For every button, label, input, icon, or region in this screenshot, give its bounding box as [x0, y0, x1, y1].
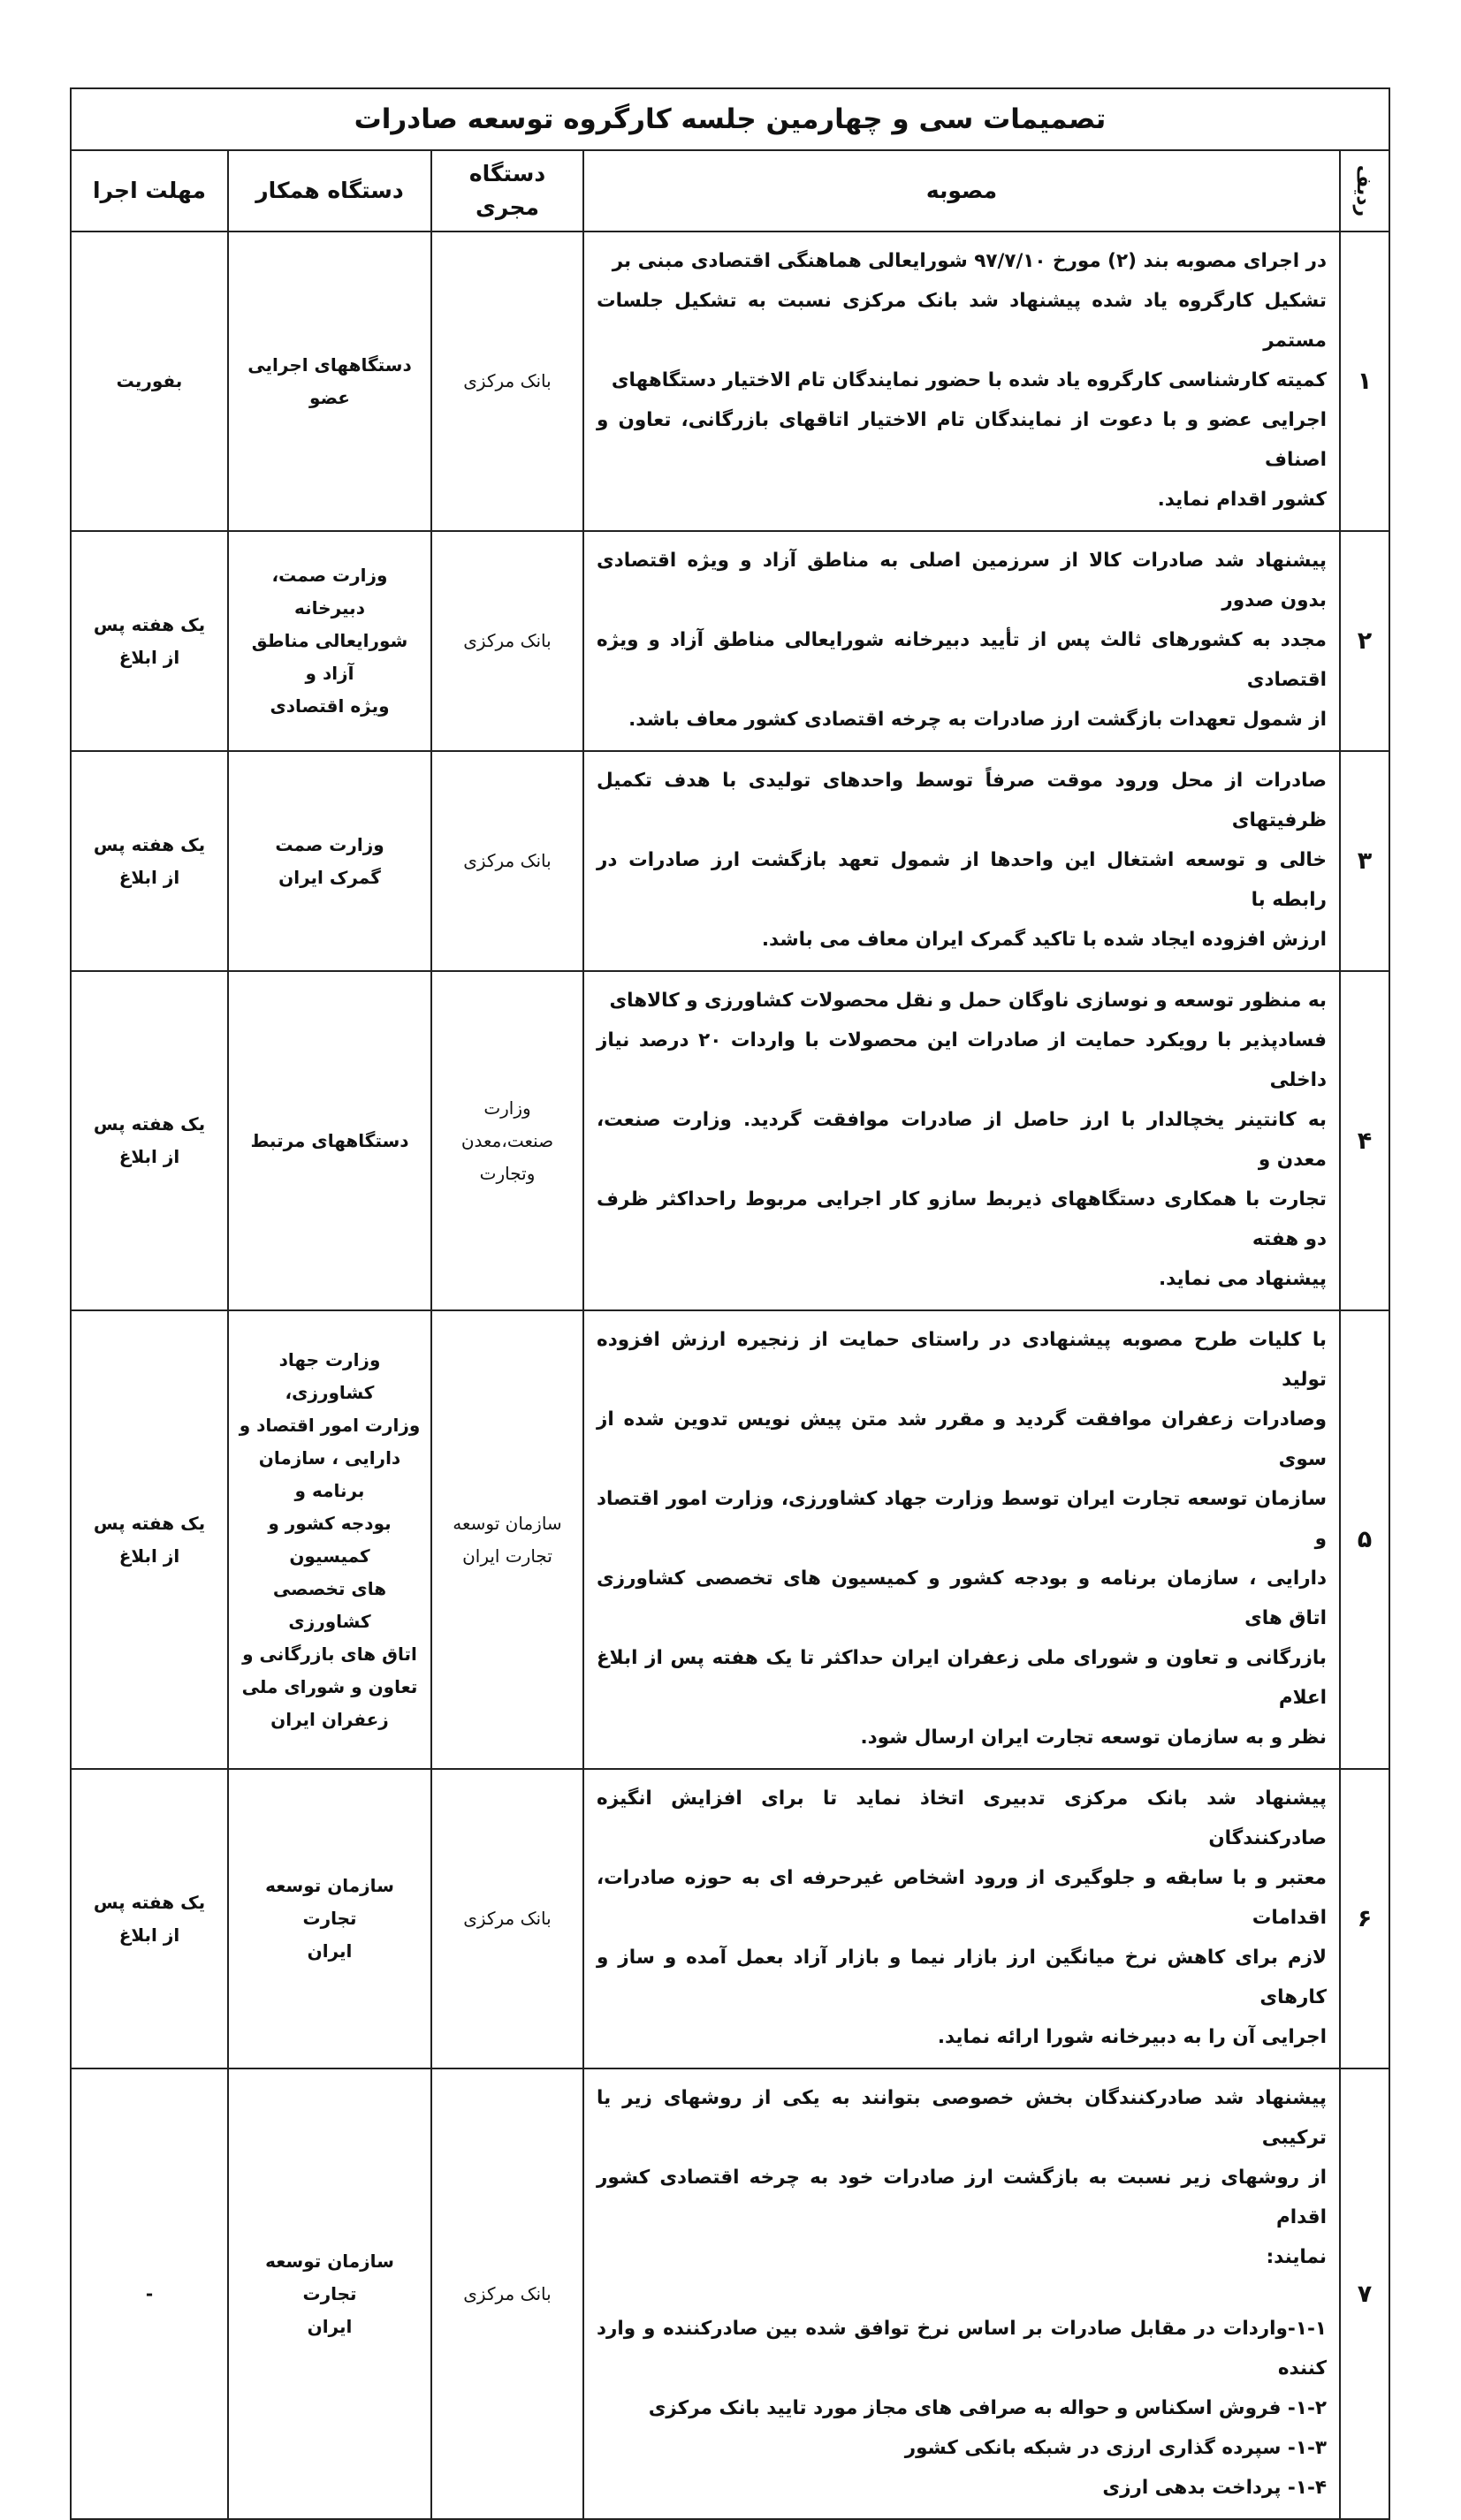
executor-line: بانک مرکزی: [463, 850, 552, 871]
table-row: [71, 531, 1389, 751]
deadline-line: یک هفته پس: [93, 833, 206, 855]
deadline-line: بفوریت: [116, 370, 183, 391]
row-number: ۱: [1340, 232, 1389, 531]
header-row-number: [1340, 150, 1389, 232]
partner-cell: [228, 232, 431, 531]
deadline-line: از ابلاغ: [118, 866, 180, 888]
executor-cell: [431, 232, 583, 531]
row-number: ۷: [1340, 2068, 1389, 2519]
deadline-line: یک هفته پس: [93, 1512, 206, 1534]
executor-cell: [431, 971, 583, 1310]
resolution-intro-line: پیشنهاد شد صادرکنندگان بخش خصوصی بتوانند به یکی از روشهای زیر یا ترکیبی: [597, 2087, 1327, 2149]
executor-cell: [431, 1310, 583, 1769]
resolution-line: از شمول تعهدات بازگشت ارز صادرات به چرخه اقتصادی کشور معاف باشد.: [628, 709, 1327, 731]
partner-cell: [228, 1310, 431, 1769]
resolution-line: پیشنهاد شد صادرات کالا از سرزمین اصلی به مناطق آزاد و ویژه اقتصادی بدون صدور: [597, 550, 1327, 611]
partner-line: عضو: [309, 386, 350, 408]
partner-cell: [228, 1769, 431, 2068]
deadline-cell: [71, 232, 228, 531]
resolution-line: کمیته کارشناسی کارگروه یاد شده با حضور نمایندگان تام الاختیار دستگاههای: [611, 369, 1327, 391]
table-row: [71, 2068, 1389, 2519]
header-partner: دستگاه همکار: [228, 150, 431, 232]
resolution-line: به کانتینر یخچالدار با ارز حاصل از صادرات موافقت گردید. وزارت صنعت، معدن و: [597, 1109, 1327, 1171]
resolution-line: کشور اقدام نماید.: [1157, 489, 1327, 511]
header-row: [71, 150, 1389, 232]
resolution-line: اجرایی آن را به دبیرخانه شورا ارائه نماید.: [937, 2026, 1327, 2048]
partner-line: تعاون و شورای ملی: [241, 1675, 418, 1697]
partner-line: ایران: [307, 2315, 353, 2337]
resolution-text: [583, 232, 1340, 531]
executor-line: بانک مرکزی: [463, 630, 552, 651]
resolution-line: خالی و توسعه اشتغال این واحدها از شمول تعهد بازگشت ارز صادرات در رابطه با: [597, 849, 1327, 911]
resolution-line: تشکیل کارگروه یاد شده پیشنهاد شد بانک مرکزی نسبت به تشکیل جلسات مستمر: [597, 290, 1327, 352]
resolution-line: دارایی ، سازمان برنامه و بودجه کشور و کمیسیون های تخصصی کشاورزی اتاق های: [597, 1567, 1327, 1629]
partner-line: ویژه اقتصادی: [270, 695, 390, 717]
partner-cell: [228, 2068, 431, 2519]
resolution-line: ارزش افزوده ایجاد شده با تاکید گمرک ایران معاف می باشد.: [761, 929, 1327, 951]
deadline-line: یک هفته پس: [93, 1891, 206, 1913]
partner-line: گمرک ایران: [278, 866, 381, 888]
row-number: ۶: [1340, 1769, 1389, 2068]
header-executor: [431, 150, 583, 232]
partner-line: دستگاههای مرتبط: [250, 1129, 409, 1151]
deadline-line: از ابلاغ: [118, 1146, 180, 1167]
partner-cell: [228, 751, 431, 971]
deadline-cell: [71, 2068, 228, 2519]
resolution-text: [583, 1769, 1340, 2068]
executor-cell: [431, 2068, 583, 2519]
table-body: [71, 232, 1389, 2519]
table-title: تصمیمات سی و چهارمین جلسه کارگروه توسعه صادرات: [71, 88, 1389, 150]
executor-line: صنعت،معدن: [460, 1129, 554, 1151]
row-number: ۴: [1340, 971, 1389, 1310]
resolution-text: [583, 2068, 1340, 2519]
partner-line: وزارت جهاد کشاورزی،: [278, 1348, 381, 1403]
resolution-line: پیشنهاد می نماید.: [1158, 1268, 1327, 1290]
partner-line: های تخصصی کشاورزی: [272, 1577, 387, 1632]
row-number: ۵: [1340, 1310, 1389, 1769]
resolution-line: تجارت با همکاری دستگاههای ذیربط سازو کار اجرایی مربوط راحداکثر ظرف دو هفته: [597, 1188, 1327, 1250]
deadline-cell: [71, 531, 228, 751]
deadline-line: -: [145, 2282, 154, 2304]
resolution-text: [583, 1310, 1340, 1769]
header-row-number-label: ردیف: [1351, 164, 1374, 217]
table-row: [71, 1769, 1389, 2068]
deadline-cell: [71, 751, 228, 971]
deadline-cell: [71, 1310, 228, 1769]
partner-line: ایران: [307, 1940, 353, 1962]
deadline-line: یک هفته پس: [93, 613, 206, 635]
resolution-intro-line: از روشهای زیر نسبت به بازگشت ارز صادرات خود به چرخه اقتصادی کشور اقدام: [597, 2167, 1327, 2228]
deadline-line: از ابلاغ: [118, 1924, 180, 1946]
resolution-line: وصادرات زعفران موافقت گردید و مقرر شد متن پیش نویس تدوین شده از سوی: [597, 1408, 1327, 1470]
decisions-table: [70, 87, 1390, 2520]
executor-line: بانک مرکزی: [463, 1908, 552, 1929]
resolution-text: [583, 531, 1340, 751]
header-executor-line1: دستگاه: [468, 161, 546, 186]
resolution-line: نظر و به سازمان توسعه تجارت ایران ارسال شود.: [860, 1727, 1327, 1749]
resolution-line: پیشنهاد شد بانک مرکزی تدبیری اتخاذ نماید تا برای افزایش انگیزه صادرکنندگان: [597, 1788, 1327, 1849]
resolution-line: فسادپذیر با رویکرد حمایت از صادرات این محصولات با واردات ۲۰ درصد نیاز داخلی: [597, 1029, 1327, 1091]
resolution-item: ۱-۴- پرداخت بدهی ارزی: [1102, 2477, 1327, 2499]
row-number: ۳: [1340, 751, 1389, 971]
resolution-text: [583, 751, 1340, 971]
executor-line: سازمان توسعه: [453, 1512, 562, 1534]
resolution-line: بازرگانی و تعاون و شورای ملی زعفران ایران حداکثر تا یک هفته پس از ابلاغ اعلام: [597, 1647, 1327, 1709]
executor-cell: [431, 1769, 583, 2068]
resolution-item: ۱-۳- سپرده گذاری ارزی در شبکه بانکی کشور: [904, 2437, 1327, 2459]
partner-line: وزارت صمت، دبیرخانه: [271, 565, 388, 619]
resolution-item: ۱-۱-واردات در مقابل صادرات بر اساس نرخ توافق شده بین صادرکننده و وارد کننده: [597, 2318, 1327, 2380]
executor-line: وتجارت: [479, 1162, 536, 1184]
resolution-gap: [597, 2277, 1327, 2309]
partner-line: اتاق های بازرگانی و: [242, 1643, 417, 1665]
table-row: [71, 971, 1389, 1310]
title-row: [71, 88, 1389, 150]
resolution-text: [583, 971, 1340, 1310]
resolution-line: لازم برای کاهش نرخ میانگین ارز بازار نیما و بازار آزاد بعمل آمده و ساز و کارهای: [597, 1947, 1327, 2008]
table-row: [71, 1310, 1389, 1769]
row-number: ۲: [1340, 531, 1389, 751]
resolution-line: مجدد به کشورهای ثالث پس از تأیید دبیرخانه شورایعالی مناطق آزاد و ویژه اقتصادی: [597, 629, 1327, 691]
resolution-line: به منظور توسعه و نوسازی ناوگان حمل و نقل محصولات کشاورزی و کالاهای: [609, 990, 1327, 1012]
resolution-line: در اجرای مصوبه بند (۲) مورخ ۹۷/۷/۱۰ شورایعالی هماهنگی اقتصادی مبنی بر: [612, 250, 1327, 272]
executor-cell: [431, 531, 583, 751]
partner-line: وزارت صمت: [275, 833, 384, 855]
executor-line: تجارت ایران: [462, 1545, 552, 1567]
executor-cell: [431, 751, 583, 971]
deadline-line: از ابلاغ: [118, 646, 180, 668]
partner-line: سازمان توسعه تجارت: [265, 1875, 394, 1929]
partner-line: شورایعالی مناطق آزاد و: [251, 630, 408, 684]
resolution-item: ۱-۲- فروش اسکناس و حواله به صرافی های مجاز مورد تایید بانک مرکزی: [648, 2397, 1327, 2419]
header-executor-line2: مجری: [476, 194, 539, 220]
partner-line: سازمان توسعه تجارت: [265, 2250, 394, 2304]
partner-cell: [228, 971, 431, 1310]
partner-line: دارایی ، سازمان برنامه و: [258, 1446, 401, 1501]
resolution-intro-line: نمایند:: [1266, 2246, 1327, 2268]
resolution-line: اجرایی عضو و با دعوت از نمایندگان تام الاختیار اتاقهای بازرگانی، تعاون و اصناف: [597, 409, 1327, 471]
deadline-line: یک هفته پس: [93, 1113, 206, 1135]
executor-line: بانک مرکزی: [463, 2282, 552, 2304]
resolution-line: سازمان توسعه تجارت ایران توسط وزارت جهاد کشاورزی، وزارت امور اقتصاد و: [597, 1488, 1327, 1550]
partner-line: وزارت امور اقتصاد و: [239, 1414, 421, 1436]
header-deadline: مهلت اجرا: [71, 150, 228, 232]
resolution-line: معتبر و با سابقه و جلوگیری از ورود اشخاص غیرحرفه ای به حوزه صادرات، اقدامات: [597, 1867, 1327, 1929]
resolution-line: با کلیات طرح مصوبه پیشنهادی در راستای حمایت از زنجیره ارزش افزوده تولید: [597, 1329, 1327, 1391]
partner-line: دستگاههای اجرایی: [247, 353, 412, 376]
partner-cell: [228, 531, 431, 751]
table-row: [71, 232, 1389, 531]
deadline-line: از ابلاغ: [118, 1545, 180, 1567]
resolution-line: صادرات از محل ورود موقت صرفاً توسط واحدهای تولیدی با هدف تکمیل ظرفیتهای: [597, 770, 1327, 831]
executor-line: وزارت: [483, 1097, 531, 1119]
deadline-cell: [71, 971, 228, 1310]
executor-line: بانک مرکزی: [463, 370, 552, 391]
decisions-sheet: [72, 87, 1390, 2520]
deadline-cell: [71, 1769, 228, 2068]
header-resolution: مصوبه: [583, 150, 1340, 232]
partner-line: زعفران ایران: [270, 1708, 389, 1730]
partner-line: بودجه کشور و کمیسیون: [268, 1512, 392, 1567]
table-row: [71, 751, 1389, 971]
